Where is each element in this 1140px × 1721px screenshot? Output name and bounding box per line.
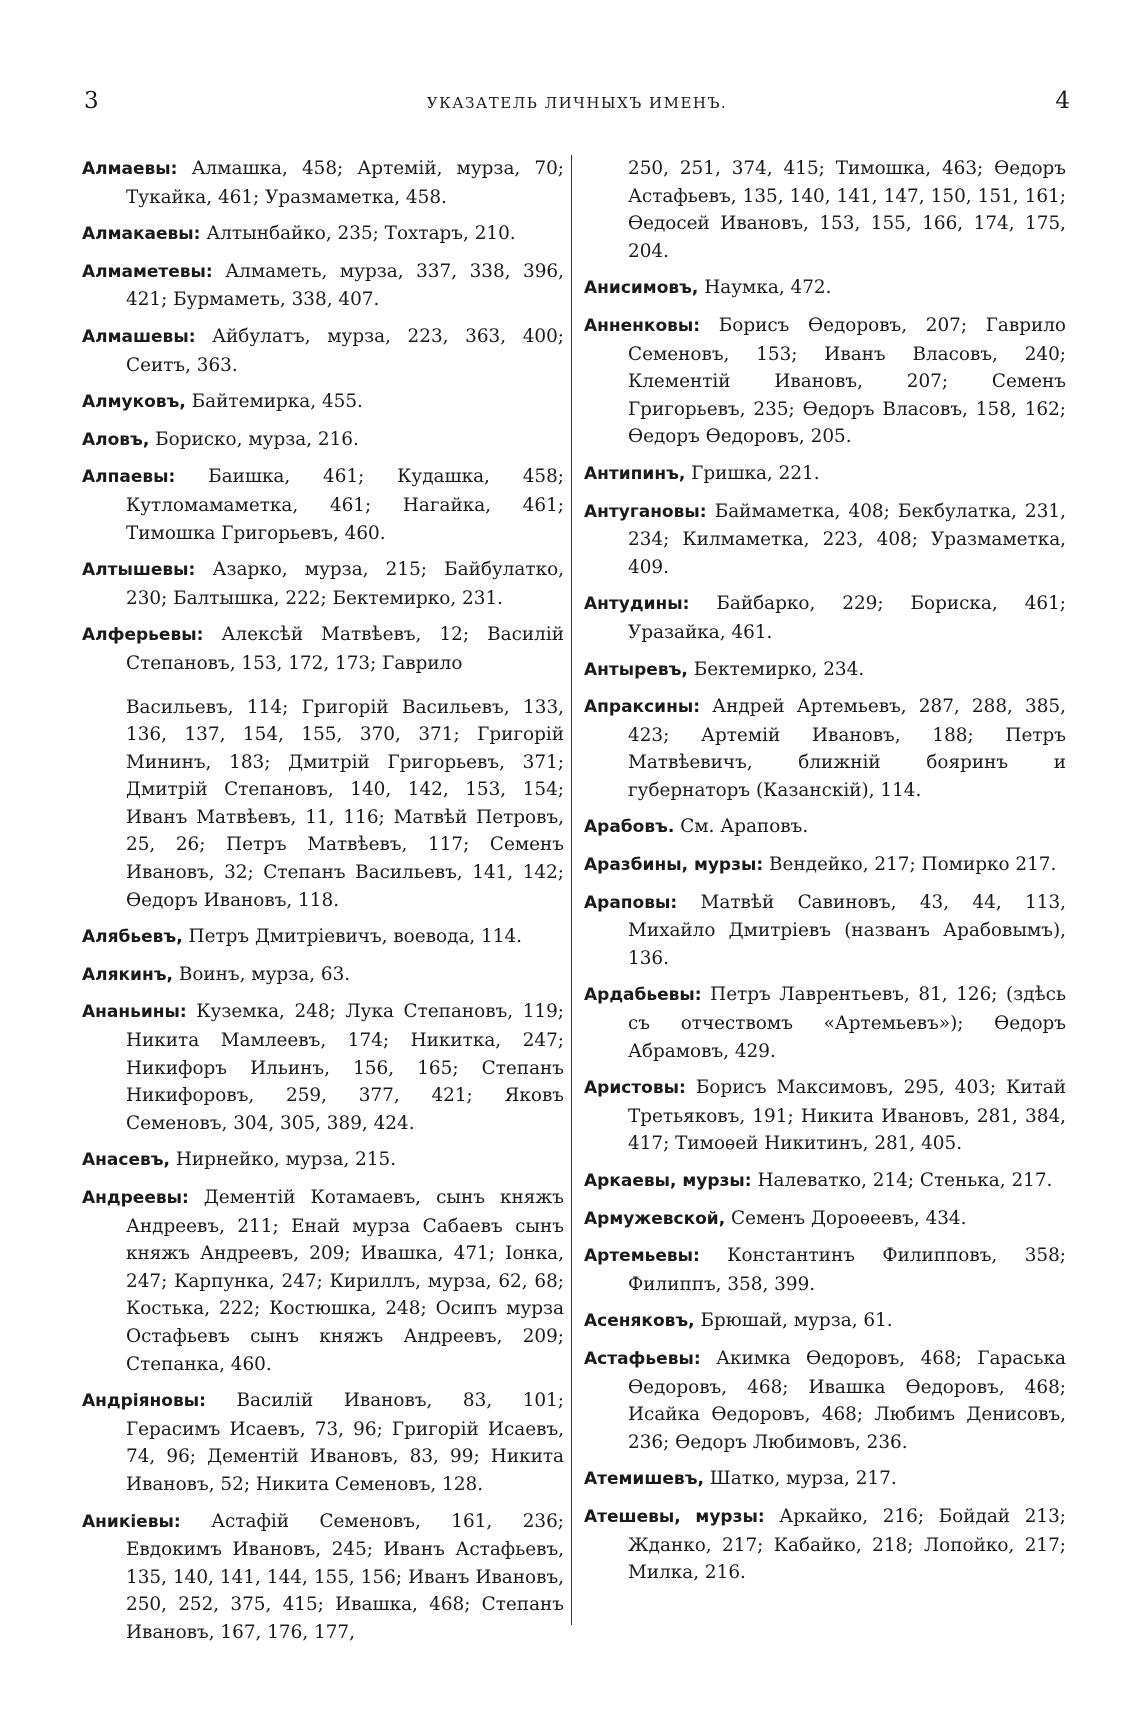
entry-text: Борисъ Өедоровъ, 207; Гаврило Семеновъ, 153; Иванъ Власовъ, 240; Клементій Ивановъ, 207; Семенъ Григорьевъ, 235; Өедоръ Власовъ, 158, 162; Өедоръ Өедоровъ, 205. <box>628 314 1066 448</box>
entry-headword: Аразбины, мурзы: <box>584 855 764 876</box>
index-entry <box>584 460 1066 489</box>
entry-text: Андрей Артемьевъ, 287, 288, 385, 423; Артемій Ивановъ, 188; Петръ Матвѣевичъ, ближній бояринъ и губернаторъ (Казанскій), 114. <box>628 696 1066 801</box>
entry-text: Брюшай, мурза, 61. <box>700 1310 893 1332</box>
index-entry <box>584 1307 1066 1336</box>
index-entry <box>82 556 564 612</box>
entry-headword: Андріяновы: <box>82 1391 206 1412</box>
entry-text: Шатко, мурза, 217. <box>709 1468 897 1490</box>
index-entry <box>584 1345 1066 1456</box>
entry-text: Воинъ, мурза, 63. <box>178 963 351 985</box>
entry-headword: Анненковы: <box>584 315 701 336</box>
index-entry <box>584 1167 1066 1196</box>
entry-text: См. Араповъ. <box>680 816 809 838</box>
index-entry <box>584 1503 1066 1587</box>
entry-text: Баишка, 461; Кудашка, 458; Кутломамаметка, 461; Нагайка, 461; Тимошка Григорьевъ, 460. <box>126 466 564 544</box>
entry-headword: Алмаевы: <box>82 159 178 179</box>
entry-text: Василій Ивановъ, 83, 101; Герасимъ Исаевъ, 73, 96; Григорій Исаевъ, 74, 96; Дементій Ивановъ, 83, 99; Никита Ивановъ, 52; Никита Семеновъ, 128. <box>126 1390 564 1495</box>
entry-text: Васильевъ, 114; Григорій Васильевъ, 133, 136, 137, 154, 155, 370, 371; Григорій Мининъ, 183; Дмитрій Григорьевъ, 371; Дмитрій Степановъ, 140, 142, 153, 154; Иванъ Матвѣевъ, 11, 116; Матвѣй Петровъ, 25, 26; Петръ Матвѣевъ, 117; Семенъ Ивановъ, 32; Степанъ Васильевъ, 141, 142; Өедоръ Ивановъ, 118. <box>126 696 564 911</box>
index-entry <box>584 1465 1066 1494</box>
entry-text: Баймаметка, 408; Бекбулатка, 231, 234; Килмаметка, 223, 408; Уразмаметка, 409. <box>628 500 1066 578</box>
index-entry <box>584 851 1066 880</box>
index-entry <box>82 323 564 379</box>
entry-headword: Алмуковъ, <box>82 392 186 413</box>
entry-text: Байтемирка, 455. <box>191 391 363 413</box>
entry-text: Алмаметь, мурза, 337, 338, 396, 421; Бурмаметь, 338, 407. <box>126 260 564 311</box>
entry-headword: Астафьевы: <box>584 1348 701 1369</box>
entry-headword: Антудины: <box>584 594 690 615</box>
index-entry <box>584 274 1066 303</box>
index-entry <box>82 998 564 1137</box>
index-entry <box>584 312 1066 451</box>
index-entry <box>584 1074 1066 1158</box>
entry-headword: Анисимовъ, <box>584 278 699 299</box>
entry-headword: Аловъ, <box>82 429 150 450</box>
entry-text: Куземка, 248; Лука Степановъ, 119; Никита Мамлеевъ, 174; Никитка, 247; Никифоръ Ильинъ, 156, 165; Степанъ Никифоровъ, 259, 377, 421; Яковъ Семеновъ, 304, 305, 389, 424. <box>126 1001 564 1134</box>
entry-text: Константинъ Филипповъ, 358; Филиппъ, 358, 399. <box>628 1245 1066 1295</box>
entry-text: Алтынбайко, 235; Тохтаръ, 210. <box>206 223 516 245</box>
index-entry <box>82 694 564 915</box>
entry-headword: Аркаевы, мурзы: <box>584 1171 752 1191</box>
entry-text: 250, 251, 374, 415; Тимошка, 463; Өедоръ Астафьевъ, 135, 140, 141, 147, 150, 151, 161; Өедосей Ивановъ, 153, 155, 166, 174, 175, 204. <box>628 158 1066 262</box>
entry-headword: Асеняковъ, <box>584 1311 695 1332</box>
entry-text: Борисъ Максимовъ, 295, 403; Китай Третьяковъ, 191; Никита Ивановъ, 281, 384, 417; Тимоѳей Никитинъ, 281, 405. <box>628 1077 1066 1155</box>
entry-headword: Анасевъ, <box>82 1150 170 1171</box>
entry-headword: Алтышевы: <box>82 560 196 581</box>
entry-text: Акимка Өедоровъ, 468; Гараська Өедоровъ, 468; Ивашка Өедоровъ, 468; Исайка Өедоровъ, 468; Любимъ Денисовъ, 236; Өедоръ Любимовъ, 236. <box>628 1347 1066 1453</box>
entry-text: Нирнейко, мурза, 215. <box>175 1149 397 1171</box>
entry-text: Семенъ Дороѳеевъ, 434. <box>731 1207 967 1229</box>
entry-headword: Аристовы: <box>584 1078 686 1099</box>
index-entry <box>82 426 564 455</box>
index-entry <box>82 155 564 211</box>
entry-headword: Алмакаевы: <box>82 224 201 245</box>
entry-headword: Аникіевы: <box>82 1511 181 1532</box>
entry-headword: Антыревъ, <box>584 659 688 680</box>
entry-text: Петръ Дмитріевичъ, воевода, 114. <box>188 926 522 948</box>
entry-headword: Армужевской, <box>584 1208 726 1229</box>
entry-headword: Атемишевъ, <box>584 1469 704 1490</box>
index-entry <box>82 1184 564 1378</box>
entry-headword: Антипинъ, <box>584 463 686 484</box>
entry-text: Байбарко, 229; Бориска, 461; Уразайка, 461. <box>628 593 1066 643</box>
entry-headword: Алферьевы: <box>82 625 204 646</box>
index-entry <box>82 1387 564 1498</box>
index-entry <box>584 1242 1066 1298</box>
index-entry <box>82 1508 564 1647</box>
entry-text: Бориско, мурза, 216. <box>155 428 359 450</box>
entry-headword: Алякинъ, <box>82 964 173 985</box>
entry-headword: Ананьины: <box>82 1002 187 1023</box>
entry-headword: Андреевы: <box>82 1188 189 1208</box>
index-column-left <box>82 155 564 1656</box>
entry-text: Налеватко, 214; Стенька, 217. <box>757 1170 1053 1191</box>
entry-text: Дементій Котамаевъ, сынъ княжъ Андреевъ, 211; Енай мурза Сабаевъ сынъ княжъ Андреевъ, 209; Ивашка, 471; Іонка, 247; Карпунка, 247; Кириллъ, мурза, 62, 68; Костька, 222; Костюшка, 248; Осипъ мурза Остафьевъ сынъ княжъ Андреевъ, 209; Степанка, 460. <box>126 1187 564 1375</box>
entry-headword: Антугановы: <box>584 501 707 522</box>
entry-text: Бектемирко, 234. <box>693 658 865 680</box>
index-entry <box>82 923 564 952</box>
page-header <box>84 88 1070 128</box>
running-title: УКАЗАТЕЛЬ ЛИЧНЫХЪ ИМЕНЪ. <box>426 94 728 112</box>
index-entry <box>584 155 1066 265</box>
index-entry <box>584 813 1066 842</box>
entry-text: Наумка, 472. <box>704 277 832 299</box>
index-entry <box>82 388 564 417</box>
index-entry <box>82 220 564 249</box>
entry-headword: Арабовъ. <box>584 817 675 838</box>
index-entry <box>584 656 1066 685</box>
index-entry <box>584 498 1066 582</box>
entry-text: Аркайко, 216; Бойдай 213; Жданко, 217; Кабайко, 218; Лопойко, 217; Милка, 216. <box>628 1505 1066 1584</box>
entry-text: Айбулатъ, мурза, 223, 363, 400; Сеитъ, 363. <box>126 325 564 376</box>
entry-text: Алексѣй Матвѣевъ, 12; Василій Степановъ, 153, 172, 173; Гаврило <box>126 624 564 674</box>
entry-text: Азарко, мурза, 215; Байбулатко, 230; Балтышка, 222; Бектемирко, 231. <box>126 559 564 609</box>
entry-headword: Араповы: <box>584 892 678 913</box>
index-entry <box>82 258 564 314</box>
entry-text: Вендейко, 217; Помирко 217. <box>769 854 1057 876</box>
entry-text: Матвѣй Савиновъ, 43, 44, 113, Михайло Дмитріевъ (названъ Арабовымъ), 136. <box>628 891 1066 969</box>
entry-headword: Ардабьевы: <box>584 985 702 1006</box>
index-column-right <box>584 155 1066 1596</box>
entry-headword: Алябьевъ, <box>82 927 183 948</box>
index-entry <box>584 889 1066 973</box>
entry-text: Петръ Лаврентьевъ, 81, 126; (здѣсь съ отчествомъ «Артемьевъ»); Өедоръ Абрамовъ, 429. <box>628 984 1066 1062</box>
entry-headword: Артемьевы: <box>584 1246 700 1267</box>
index-entry <box>82 621 564 677</box>
index-entry <box>82 1146 564 1175</box>
page-number-right: 4 <box>1055 88 1070 114</box>
entry-headword: Алпаевы: <box>82 467 176 488</box>
index-entry <box>82 463 564 547</box>
entry-headword: Алмашевы: <box>82 326 196 347</box>
column-divider <box>571 155 572 1625</box>
entry-headword: Атешевы, мурзы: <box>584 1506 765 1527</box>
index-entry <box>584 1205 1066 1234</box>
entry-headword: Апраксины: <box>584 697 700 718</box>
entry-text: Астафій Семеновъ, 161, 236; Евдокимъ Ивановъ, 245; Иванъ Астафьевъ, 135, 140, 141, 144, 155, 156; Иванъ Ивановъ, 250, 252, 375, 415; Ивашка, 468; Степанъ Ивановъ, 167, 176, 177, <box>126 1510 564 1643</box>
entry-text: Гришка, 221. <box>691 462 820 484</box>
index-entry <box>584 590 1066 646</box>
entry-headword: Алмаметевы: <box>82 261 213 282</box>
entry-text: Алмашка, 458; Артемій, мурза, 70; Тукайка, 461; Уразмаметка, 458. <box>126 158 564 208</box>
index-entry <box>584 693 1066 804</box>
index-entry <box>82 961 564 990</box>
page-number-left: 3 <box>84 88 99 114</box>
index-entry <box>584 981 1066 1065</box>
